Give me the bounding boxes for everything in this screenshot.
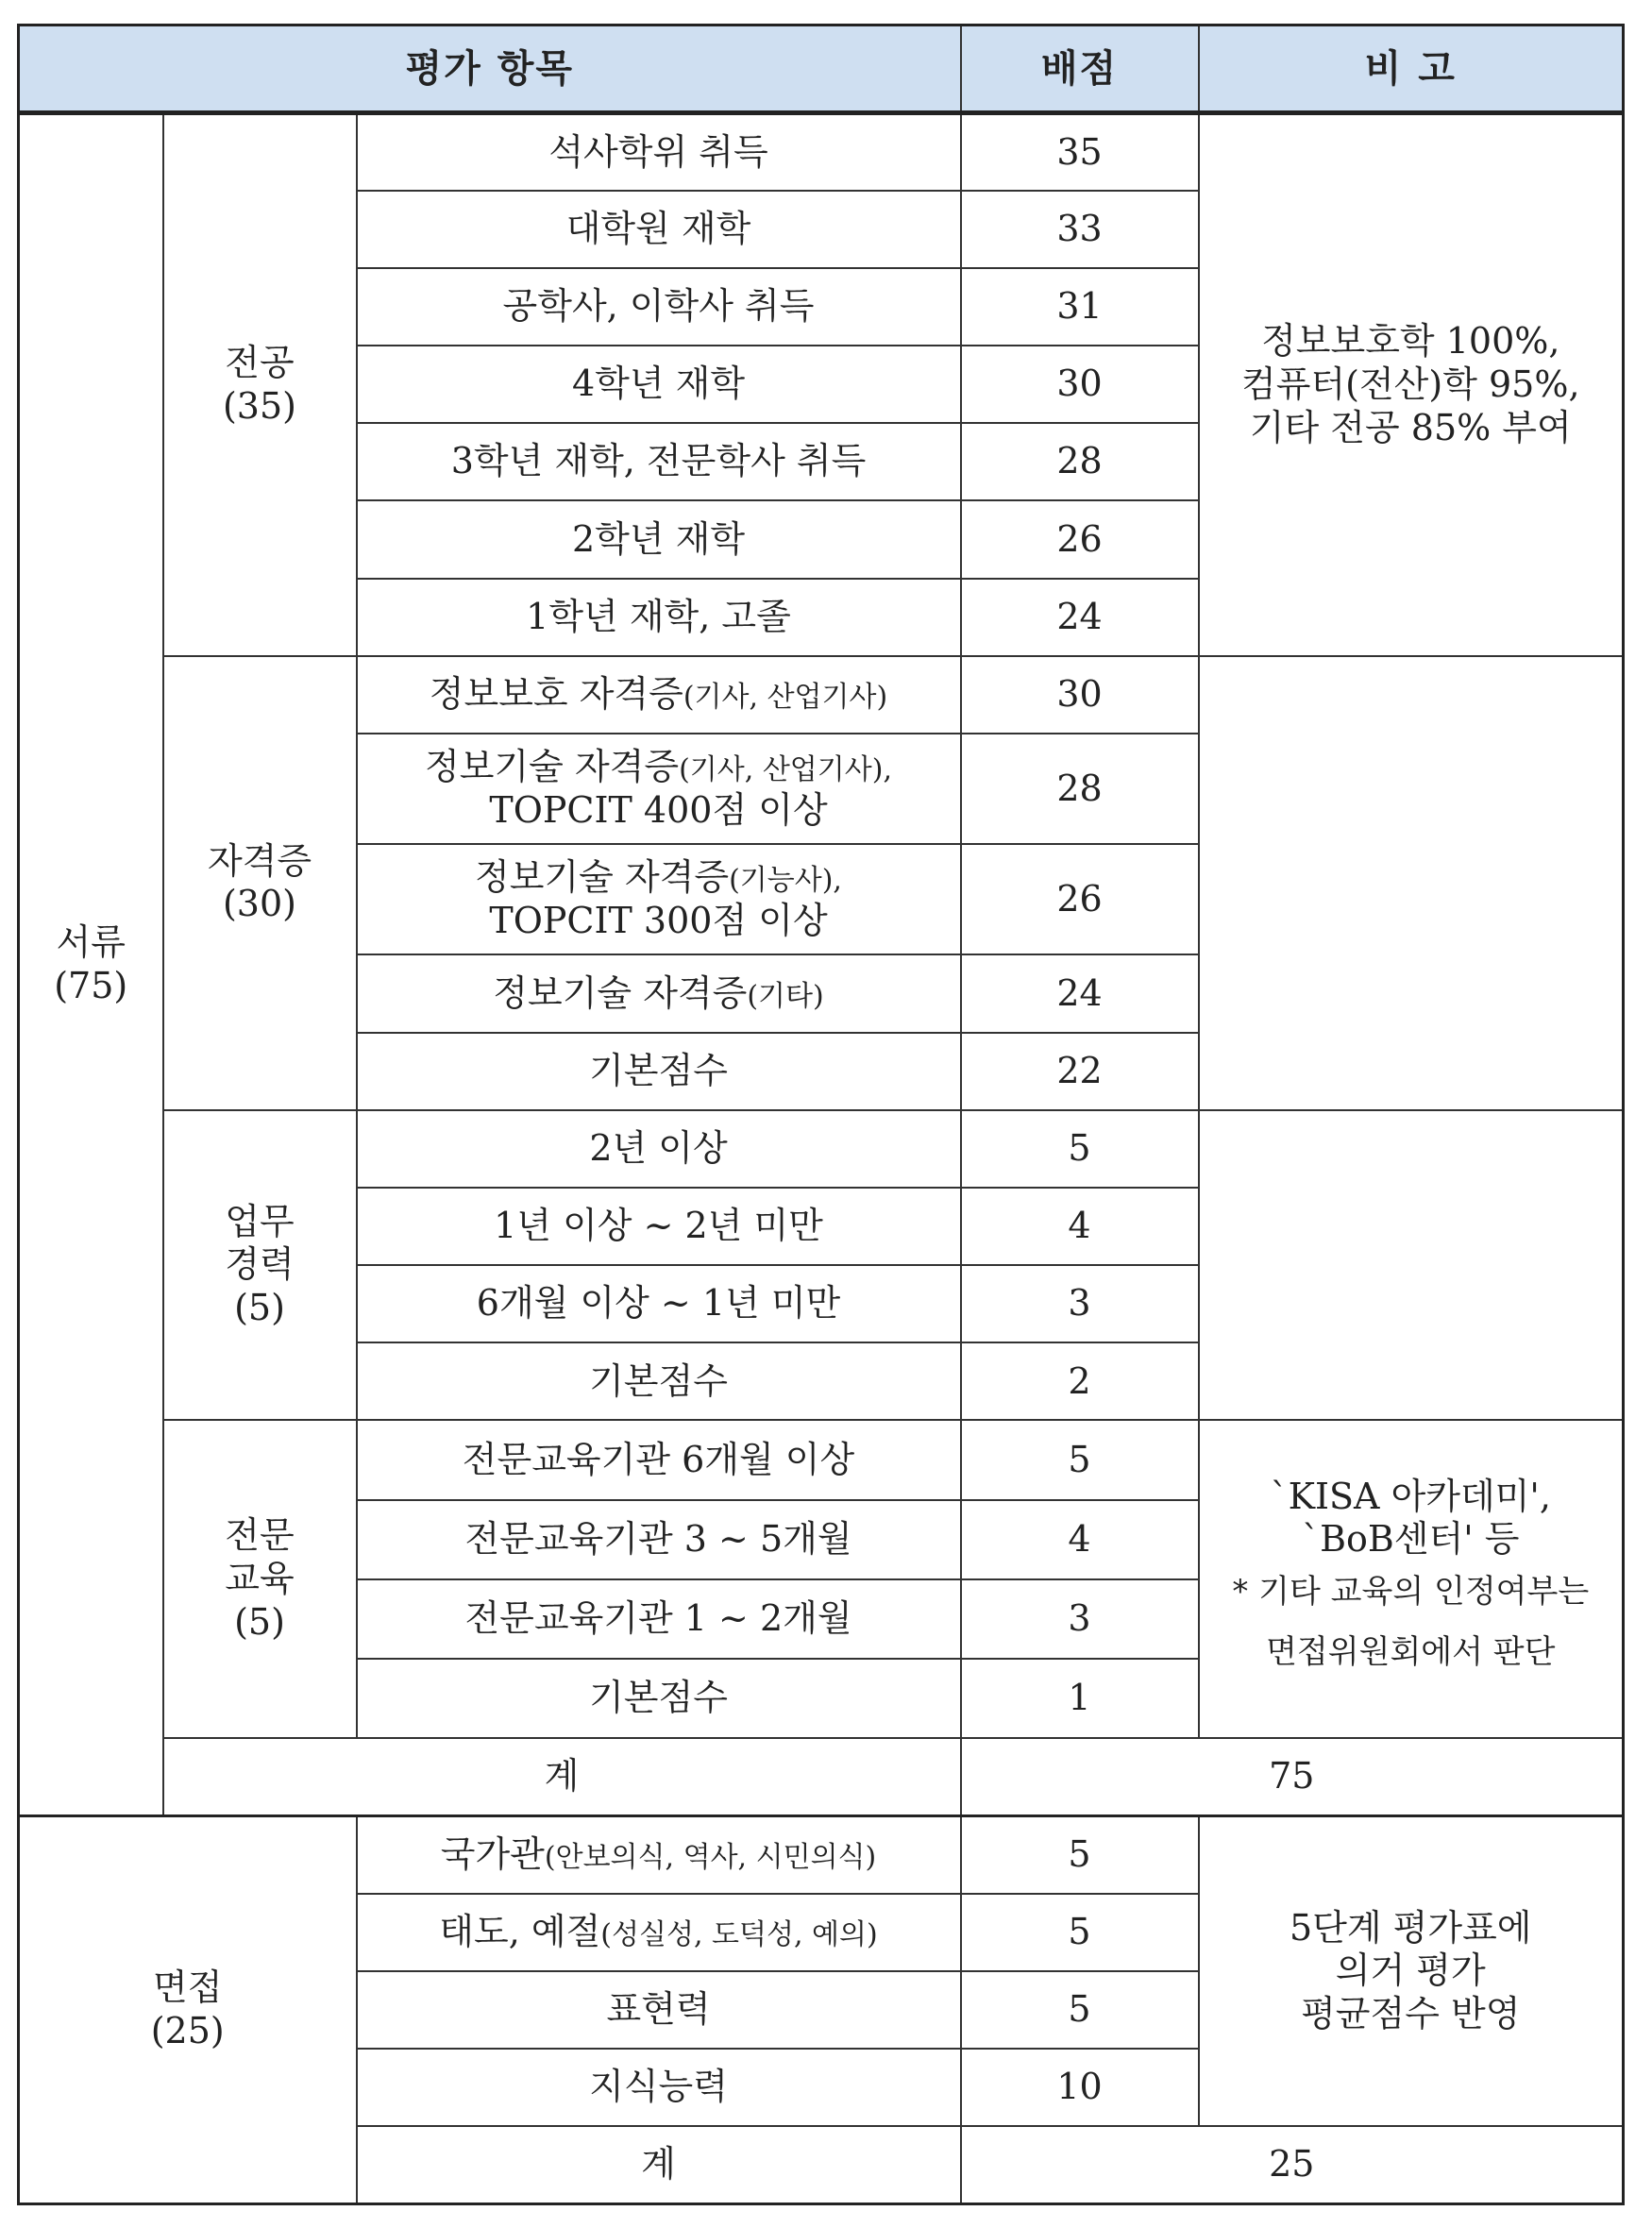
table-row [19, 1420, 1624, 1499]
score-cell: 33 [961, 191, 1199, 268]
remark-line: 평균점수 반영 [1301, 1992, 1521, 2034]
item-cell: 1년 이상 ~ 2년 미만 [357, 1188, 961, 1265]
score-cell: 35 [961, 113, 1199, 191]
subcategory-education-label1: 전문 [225, 1514, 295, 1557]
item-line2: TOPCIT 300점 이상 [489, 899, 828, 941]
item-cell: 전문교육기관 3 ~ 5개월 [357, 1500, 961, 1579]
score-cell: 26 [961, 500, 1199, 578]
score-cell: 5 [961, 1815, 1199, 1893]
item-cell: 지식능력 [357, 2049, 961, 2126]
score-cell: 3 [961, 1265, 1199, 1342]
item-cell: 기본점수 [357, 1033, 961, 1110]
subtotal-value: 25 [961, 2126, 1624, 2203]
score-cell: 28 [961, 423, 1199, 500]
item-detail: (성실성, 도덕성, 예의) [600, 1917, 878, 1951]
score-cell: 1 [961, 1659, 1199, 1738]
table-row [19, 1815, 1624, 1893]
score-cell: 28 [961, 734, 1199, 844]
subcategory-career-label2: 경력 [225, 1243, 295, 1286]
score-cell: 3 [961, 1579, 1199, 1659]
header-score: 배점 [961, 25, 1199, 113]
item-main: 정보기술 자격증 [493, 971, 748, 1014]
subcategory-career [163, 1110, 357, 1421]
remark-line: 의거 평가 [1335, 1950, 1486, 1992]
score-cell: 5 [961, 1894, 1199, 1971]
item-cell: 1학년 재학, 고졸 [357, 579, 961, 656]
remark-line: `BoB센터' 등 [1302, 1518, 1520, 1561]
item-line2: TOPCIT 400점 이상 [489, 788, 828, 831]
item-cell: 기본점수 [357, 1342, 961, 1420]
remark-line: 5단계 평가표에 [1290, 1906, 1532, 1949]
category-interview-points: (25) [150, 2009, 225, 2051]
item-detail: (기사, 산업기사) [683, 680, 888, 714]
remark-line: 컴퓨터(전산)학 95%, [1241, 363, 1580, 406]
subtotal-label: 계 [163, 1738, 961, 1815]
table-row [19, 113, 1624, 191]
subcategory-career-points: (5) [234, 1286, 285, 1328]
item-cell: 공학사, 이학사 취득 [357, 268, 961, 346]
score-cell: 2 [961, 1342, 1199, 1420]
item-cell [357, 1894, 961, 1971]
score-cell: 31 [961, 268, 1199, 346]
score-cell: 30 [961, 346, 1199, 423]
evaluation-table-container [17, 24, 1622, 2205]
subcategory-major-label: 전공 [225, 342, 295, 384]
item-detail: (안보의식, 역사, 시민의식) [544, 1840, 877, 1874]
remark-interview [1199, 1815, 1624, 2126]
remark-line: 정보보호학 100%, [1261, 320, 1560, 363]
header-evaluation-item: 평가 항목 [19, 25, 961, 113]
remark-line: `KISA 아카데미', [1270, 1475, 1551, 1517]
item-cell: 전문교육기관 6개월 이상 [357, 1420, 961, 1499]
subcategory-certificate-points: (30) [222, 883, 296, 925]
remark-certificate [1199, 656, 1624, 1110]
subcategory-major [163, 113, 357, 656]
score-cell: 5 [961, 1420, 1199, 1499]
item-main: 정보기술 자격증 [425, 745, 680, 787]
table-row [19, 1110, 1624, 1188]
remark-education [1199, 1420, 1624, 1738]
remark-career [1199, 1110, 1624, 1421]
subcategory-education-label2: 교육 [225, 1557, 295, 1599]
item-main: 정보기술 자격증 [475, 856, 730, 899]
score-cell: 22 [961, 1033, 1199, 1110]
item-cell: 2년 이상 [357, 1110, 961, 1188]
item-cell [357, 1815, 961, 1893]
score-cell: 24 [961, 954, 1199, 1032]
item-cell: 석사학위 취득 [357, 113, 961, 191]
subcategory-certificate [163, 656, 357, 1110]
remark-note-line: 면접위원회에서 판단 [1266, 1633, 1556, 1672]
item-cell: 기본점수 [357, 1659, 961, 1738]
item-cell [357, 734, 961, 844]
category-interview [19, 1815, 357, 2203]
score-cell: 24 [961, 579, 1199, 656]
item-cell [357, 954, 961, 1032]
category-interview-label: 면접 [153, 1966, 223, 2009]
header-remark: 비 고 [1199, 25, 1624, 113]
score-cell: 5 [961, 1971, 1199, 2049]
item-detail: (기사, 산업기사), [679, 752, 892, 786]
item-cell: 6개월 이상 ~ 1년 미만 [357, 1265, 961, 1342]
subcategory-major-points: (35) [222, 384, 296, 427]
category-document [19, 113, 163, 1816]
score-cell: 10 [961, 2049, 1199, 2126]
item-cell: 3학년 재학, 전문학사 취득 [357, 423, 961, 500]
subtotal-value: 75 [961, 1738, 1624, 1815]
score-cell: 4 [961, 1500, 1199, 1579]
table-header-row [19, 25, 1624, 113]
category-document-points: (75) [54, 964, 128, 1006]
item-main: 국가관 [440, 1832, 545, 1875]
subcategory-certificate-label: 자격증 [207, 839, 312, 882]
evaluation-criteria-table [17, 24, 1625, 2205]
category-document-label: 서류 [56, 921, 126, 964]
item-detail: (기타) [747, 979, 824, 1013]
table-row [19, 656, 1624, 734]
item-cell: 대학원 재학 [357, 191, 961, 268]
item-cell: 표현력 [357, 1971, 961, 2049]
subcategory-career-label1: 업무 [225, 1200, 295, 1242]
item-cell: 2학년 재학 [357, 500, 961, 578]
score-cell: 30 [961, 656, 1199, 734]
item-main: 태도, 예절 [439, 1910, 601, 1952]
score-cell: 4 [961, 1188, 1199, 1265]
subtotal-row-document [19, 1738, 1624, 1815]
item-cell: 4학년 재학 [357, 346, 961, 423]
item-cell [357, 844, 961, 954]
subtotal-label: 계 [357, 2126, 961, 2203]
score-cell: 26 [961, 844, 1199, 954]
subcategory-education-points: (5) [234, 1600, 285, 1643]
item-main: 정보보호 자격증 [429, 672, 683, 715]
item-cell [357, 656, 961, 734]
item-detail: (기능사), [729, 864, 842, 898]
remark-note-line: * 기타 교육의 인정여부는 [1232, 1572, 1590, 1611]
score-cell: 5 [961, 1110, 1199, 1188]
item-cell: 전문교육기관 1 ~ 2개월 [357, 1579, 961, 1659]
subcategory-education [163, 1420, 357, 1738]
remark-major [1199, 113, 1624, 656]
remark-line: 기타 전공 85% 부여 [1249, 406, 1572, 448]
